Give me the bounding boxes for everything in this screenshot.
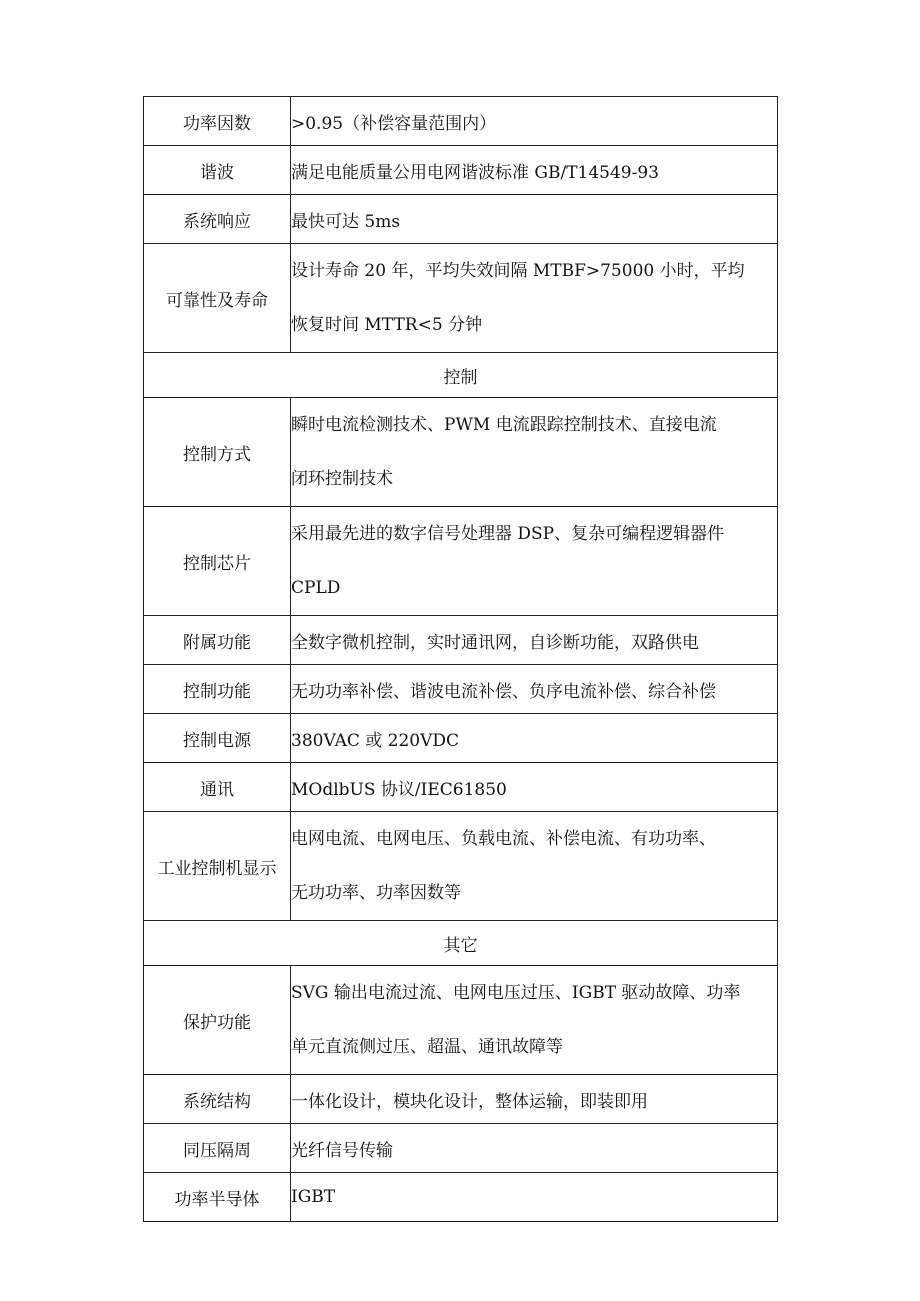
row-label: 控制功能 xyxy=(144,665,291,714)
row-value: IGBT xyxy=(291,1173,778,1222)
table-row xyxy=(144,763,778,812)
table-row xyxy=(144,812,778,921)
table-row xyxy=(144,966,778,1075)
row-label: 工业控制机显示 xyxy=(144,812,291,921)
row-label: 保护功能 xyxy=(144,966,291,1075)
row-value xyxy=(291,812,778,921)
row-value xyxy=(291,966,778,1075)
row-label: 谐波 xyxy=(144,146,291,195)
row-value: 光纤信号传输 xyxy=(291,1124,778,1173)
row-value: >0.95（补偿容量范围内） xyxy=(291,97,778,146)
section-row xyxy=(144,353,778,398)
row-value xyxy=(291,398,778,507)
table-row xyxy=(144,1173,778,1222)
row-value-line: 瞬时电流检测技术、PWM 电流跟踪控制技术、直接电流 xyxy=(291,415,717,435)
section-row xyxy=(144,921,778,966)
row-label: 功率因数 xyxy=(144,97,291,146)
row-label: 系统结构 xyxy=(144,1075,291,1124)
row-value-line: 电网电流、电网电压、负载电流、补偿电流、有功功率、 xyxy=(291,829,716,849)
row-value: MOdlbUS 协议/IEC61850 xyxy=(291,763,778,812)
table-row xyxy=(144,1075,778,1124)
row-label: 功率半导体 xyxy=(144,1173,291,1222)
row-value: 无功功率补偿、谐波电流补偿、负序电流补偿、综合补偿 xyxy=(291,665,778,714)
table-row xyxy=(144,714,778,763)
row-label: 同压隔周 xyxy=(144,1124,291,1173)
row-label: 附属功能 xyxy=(144,616,291,665)
row-value-line: 恢复时间 MTTR<5 分钟 xyxy=(291,315,483,335)
row-value-line: 闭环控制技术 xyxy=(291,469,393,489)
row-value xyxy=(291,507,778,616)
table-row xyxy=(144,616,778,665)
row-label: 系统响应 xyxy=(144,195,291,244)
row-value-line: 设计寿命 20 年，平均失效间隔 MTBF>75000 小时，平均 xyxy=(291,261,745,281)
row-label: 控制电源 xyxy=(144,714,291,763)
table-row xyxy=(144,507,778,616)
row-value: 满足电能质量公用电网谐波标准 GB/T14549-93 xyxy=(291,146,778,195)
row-value-line: SVG 输出电流过流、电网电压过压、IGBT 驱动故障、功率 xyxy=(291,983,741,1003)
row-value-line: 无功功率、功率因数等 xyxy=(291,883,461,903)
row-label: 可靠性及寿命 xyxy=(144,244,291,353)
table-row xyxy=(144,146,778,195)
row-value: 最快可达 5ms xyxy=(291,195,778,244)
row-label: 通讯 xyxy=(144,763,291,812)
table-row xyxy=(144,1124,778,1173)
row-value-line: CPLD xyxy=(291,578,341,598)
section-title: 其它 xyxy=(144,921,778,966)
row-value: 全数字微机控制，实时通讯网，自诊断功能，双路供电 xyxy=(291,616,778,665)
spec-table xyxy=(143,96,778,1222)
row-label: 控制方式 xyxy=(144,398,291,507)
row-value-line: 单元直流侧过压、超温、通讯故障等 xyxy=(291,1037,563,1057)
row-value: 一体化设计，模块化设计，整体运输，即装即用 xyxy=(291,1075,778,1124)
row-value-line: 采用最先进的数字信号处理器 DSP、复杂可编程逻辑器件 xyxy=(291,524,725,544)
table-row xyxy=(144,195,778,244)
table-row xyxy=(144,97,778,146)
section-title: 控制 xyxy=(144,353,778,398)
row-value: 380VAC 或 220VDC xyxy=(291,714,778,763)
table-row xyxy=(144,665,778,714)
table-row xyxy=(144,398,778,507)
table-row xyxy=(144,244,778,353)
row-label: 控制芯片 xyxy=(144,507,291,616)
row-value xyxy=(291,244,778,353)
